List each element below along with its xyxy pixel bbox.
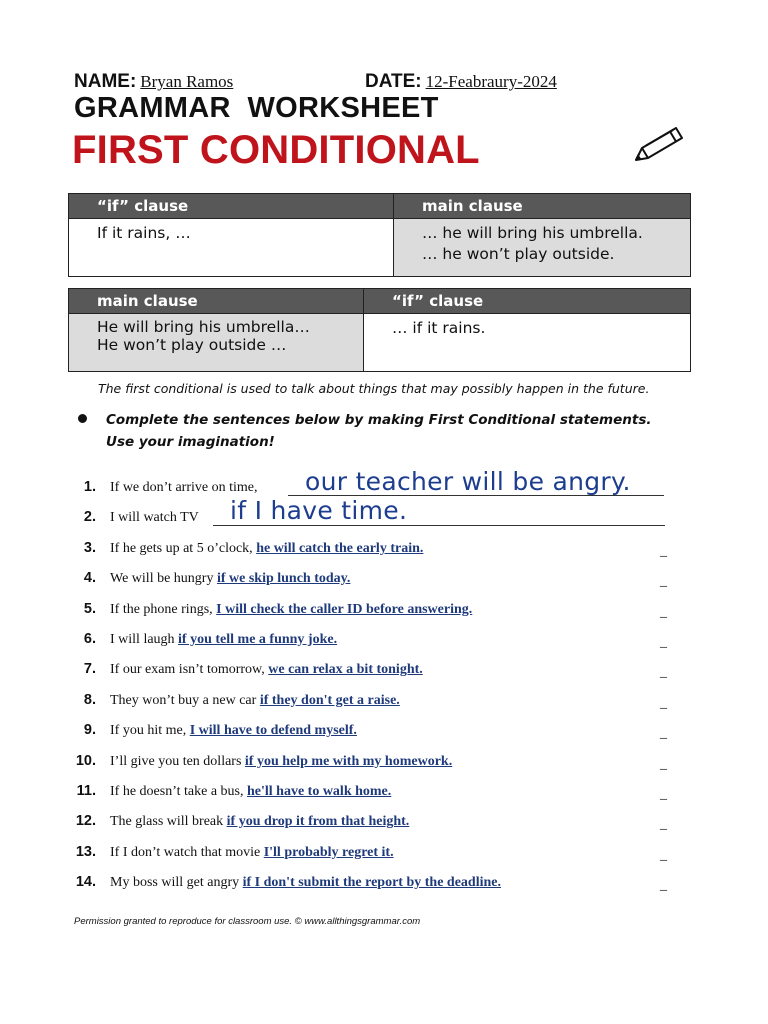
typed-answer[interactable]: he'll have to walk home. [246,784,392,799]
sentence-prompt: If our exam isn’t tomorrow, [110,662,265,678]
typed-answer[interactable]: if they don't get a raise. [259,692,400,708]
table-1-main-cell [394,219,691,277]
sentence-number: 12. [75,813,96,830]
answer-line [213,525,665,526]
typed-answer[interactable]: if I don't submit the report by the deadline. [242,875,501,891]
table-2-main-cell [69,314,364,372]
name-value: Bryan Ramos [140,72,234,91]
handwritten-answer[interactable]: if I have time. [230,496,408,526]
blank-end-mark: _ [660,756,667,772]
sentence-text [110,662,423,678]
sentence-text [110,754,452,770]
sentence-number: 7. [83,661,96,678]
typed-answer[interactable]: I'll probably regret it. [263,844,394,860]
sentence-row [0,692,768,714]
sentence-number: 13. [75,843,96,860]
typed-answer[interactable]: if you drop it from that height. [226,814,410,830]
sentence-text [110,571,350,587]
sentence-text [110,784,391,800]
sentence-prompt: The glass will break [110,814,224,830]
sentence-row [0,753,768,775]
footer-permission: Permission granted to reproduce for classroom use. © www.allthingsgrammar.com [74,916,421,927]
sentence-prompt: If you hit me, [110,723,187,739]
name-label: NAME: [74,71,137,92]
grammar-table-1 [68,193,691,277]
sentence-row [0,661,768,683]
sentence-row [0,783,768,805]
blank-end-mark: _ [660,726,667,742]
pencil-icon [632,120,688,166]
sentence-number: 10. [75,752,96,769]
typed-answer[interactable]: he will catch the early train. [256,540,424,556]
sentence-number: 14. [75,874,96,891]
table-2-main-line: He won’t play outside … [97,336,287,354]
sentence-number: 5. [83,600,96,617]
blank-end-mark: _ [660,543,667,559]
date-value: 12-Feabraury-2024 [425,72,557,91]
sentence-row [0,570,768,592]
sentence-prompt: If the phone rings, [110,601,213,617]
blank-end-mark: _ [660,665,667,681]
sentence-prompt: If he gets up at 5 o’clock, [110,540,253,556]
sentence-number: 1. [83,479,96,495]
sentence-prompt: They won’t buy a new car [110,692,257,708]
sentence-text [110,875,501,891]
sentence-text [110,723,357,739]
sentence-row [0,540,768,562]
sentence-row [0,844,768,866]
intro-note: The first conditional is used to talk about things that may possibly happen in the future. [98,381,650,396]
sentence-number: 4. [83,570,96,587]
sentence-text [110,602,472,618]
date-label: DATE: [365,71,422,92]
sentence-text [110,632,337,648]
table-1-header-main-clause: main clause [394,194,691,219]
name-field [74,71,233,93]
worksheet-subtitle: FIRST CONDITIONAL [72,128,480,172]
sentence-prompt: If I don’t watch that movie [110,844,261,860]
sentence-row [0,813,768,835]
table-1-if-cell [69,219,394,277]
sentence-number: 6. [83,631,96,647]
sentence-prompt: I’ll give you ten dollars [110,753,242,769]
sentence-number: 3. [83,539,96,556]
table-2-header-if-clause: “if” clause [364,289,691,314]
sentence-number: 8. [83,691,96,708]
sentence-number: 11. [76,783,96,799]
sentence-number: 9. [83,722,96,739]
blank-end-mark: _ [660,574,667,590]
sentence-row [0,601,768,623]
sentence-prompt: My boss will get angry [110,875,240,891]
sentence-number: 2. [83,509,96,526]
date-field [365,71,557,93]
sentence-prompt: I will watch TV [110,510,199,526]
table-1-header-if-clause: “if” clause [69,194,394,219]
table-1-main-line: … he will bring his umbrella. [422,224,643,242]
typed-answer[interactable]: I will check the caller ID before answering. [216,601,473,617]
sentence-prompt: I will laugh [110,632,175,647]
blank-end-mark: _ [660,695,667,711]
handwritten-answer[interactable]: our teacher will be angry. [305,467,631,496]
sentence-prompt: We will be hungry [110,571,214,587]
sentence-row [0,631,768,653]
table-1-main-line: … he won’t play outside. [422,245,615,263]
typed-answer[interactable]: if you tell me a funny joke. [178,632,338,647]
sentence-prompt: If he doesn’t take a bus, [110,784,244,799]
table-2-if-line: … if it rains. [392,319,486,337]
table-2-main-line: He will bring his umbrella… [97,318,310,336]
sentence-text [110,541,423,557]
sentence-text [110,693,400,709]
typed-answer[interactable]: I will have to defend myself. [189,723,357,739]
sentence-row [0,722,768,744]
typed-answer[interactable]: we can relax a bit tonight. [268,662,423,678]
table-1-if-line: If it rains, … [97,224,191,242]
blank-end-mark: _ [660,878,667,894]
blank-end-mark: _ [660,787,667,802]
typed-answer[interactable]: if you help me with my homework. [244,753,453,769]
table-2-if-cell [364,314,691,372]
grammar-table-2 [68,288,691,372]
typed-answer[interactable]: if we skip lunch today. [216,571,351,587]
table-2-header-main-clause: main clause [69,289,364,314]
blank-end-mark: _ [660,635,667,650]
worksheet-title: GRAMMAR WORKSHEET [74,92,439,124]
blank-end-mark: _ [660,604,667,620]
sentence-row [0,874,768,896]
sentence-prompt: If we don’t arrive on time, [110,480,258,495]
sentence-text [110,845,394,861]
sentence-text [110,814,409,830]
blank-end-mark: _ [660,817,667,833]
instruction-text: Complete the sentences below by making First Conditional statements. Use your imagination! [106,412,652,450]
bullet-icon [78,414,87,423]
sentence-row [0,496,768,531]
blank-end-mark: _ [660,847,667,863]
